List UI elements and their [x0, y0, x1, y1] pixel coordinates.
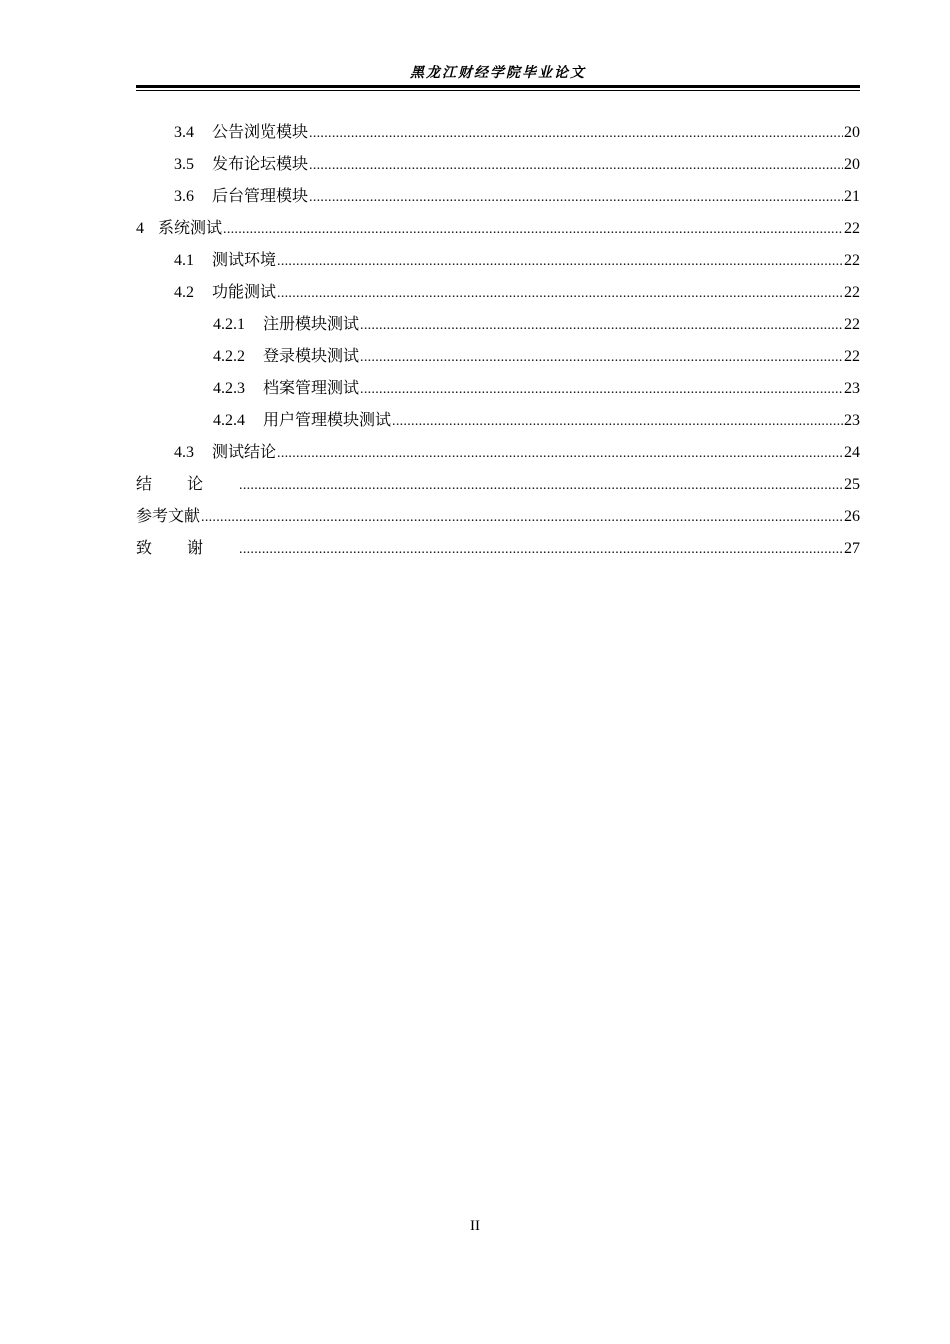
toc-entry-title: 发布论坛模块 [212, 154, 309, 173]
toc-dot-leader [360, 374, 843, 406]
toc-entry-page: 20 [844, 156, 860, 173]
toc-entry-page: 22 [844, 348, 860, 365]
toc-dot-leader [360, 310, 843, 342]
toc-entry-conclusion[interactable] [136, 468, 860, 500]
toc-entry-4-2-1[interactable] [136, 308, 860, 340]
toc-entry-page: 23 [844, 380, 860, 397]
toc-entry-3-4[interactable] [136, 116, 860, 148]
toc-entry-page: 27 [844, 540, 860, 557]
toc-entry-title: 档案管理测试 [263, 378, 360, 397]
toc-dot-leader [360, 342, 843, 374]
page-number-footer: II [470, 1218, 480, 1234]
toc-entry-title: 公告浏览模块 [212, 122, 309, 141]
toc-entry-number: 4.2.4 [213, 412, 245, 429]
toc-entry-number: 4.2.3 [213, 380, 245, 397]
toc-dot-leader [239, 470, 843, 502]
toc-entry-4-2[interactable] [136, 276, 860, 308]
toc-dot-leader [201, 502, 843, 534]
toc-dot-leader [277, 246, 843, 278]
toc-entry-3-5[interactable] [136, 148, 860, 180]
toc-entry-4-2-3[interactable] [136, 372, 860, 404]
toc-entry-page: 22 [844, 220, 860, 237]
table-of-contents [136, 116, 860, 564]
toc-entry-acknowledgements[interactable] [136, 532, 860, 564]
toc-entry-number: 4.2.1 [213, 316, 245, 333]
toc-entry-number: 3.5 [174, 156, 194, 173]
toc-entry-4-3[interactable] [136, 436, 860, 468]
toc-entry-page: 22 [844, 316, 860, 333]
toc-entry-number: 3.6 [174, 188, 194, 205]
toc-entry-page: 22 [844, 252, 860, 269]
toc-entry-title: 结论 [136, 474, 239, 493]
toc-entry-title: 测试环境 [212, 250, 277, 269]
toc-entry-number: 4.1 [174, 252, 194, 269]
toc-dot-leader [309, 182, 843, 214]
toc-entry-page: 24 [844, 444, 860, 461]
toc-entry-4-2-4[interactable] [136, 404, 860, 436]
header-rule-thick [136, 85, 860, 88]
toc-entry-title: 注册模块测试 [263, 314, 360, 333]
toc-dot-leader [223, 214, 843, 246]
toc-entry-page: 26 [844, 508, 860, 525]
toc-entry-title: 致谢 [136, 538, 239, 557]
toc-entry-title: 功能测试 [212, 282, 277, 301]
toc-entry-4[interactable] [136, 212, 860, 244]
toc-entry-page: 21 [844, 188, 860, 205]
toc-entry-number: 4.2 [174, 284, 194, 301]
toc-entry-title: 系统测试 [158, 218, 223, 237]
toc-entry-4-1[interactable] [136, 244, 860, 276]
toc-entry-number: 4.2.2 [213, 348, 245, 365]
toc-entry-page: 25 [844, 476, 860, 493]
header-rule-thin [136, 90, 860, 91]
toc-entry-title: 后台管理模块 [212, 186, 309, 205]
toc-dot-leader [277, 438, 843, 470]
toc-entry-title: 参考文献 [136, 506, 201, 525]
toc-entry-title: 登录模块测试 [263, 346, 360, 365]
toc-entry-number: 4.3 [174, 444, 194, 461]
toc-entry-page: 23 [844, 412, 860, 429]
toc-entry-4-2-2[interactable] [136, 340, 860, 372]
toc-entry-title: 测试结论 [212, 442, 277, 461]
toc-dot-leader [239, 534, 843, 566]
toc-entry-references[interactable] [136, 500, 860, 532]
toc-entry-number: 3.4 [174, 124, 194, 141]
page-header-title: 黑龙江财经学院毕业论文 [410, 65, 586, 81]
toc-entry-page: 20 [844, 124, 860, 141]
toc-entry-number: 4 [136, 220, 144, 237]
toc-entry-title: 用户管理模块测试 [263, 410, 392, 429]
toc-dot-leader [392, 406, 843, 438]
toc-dot-leader [277, 278, 843, 310]
toc-entry-page: 22 [844, 284, 860, 301]
toc-dot-leader [309, 118, 843, 150]
toc-entry-3-6[interactable] [136, 180, 860, 212]
toc-dot-leader [309, 150, 843, 182]
